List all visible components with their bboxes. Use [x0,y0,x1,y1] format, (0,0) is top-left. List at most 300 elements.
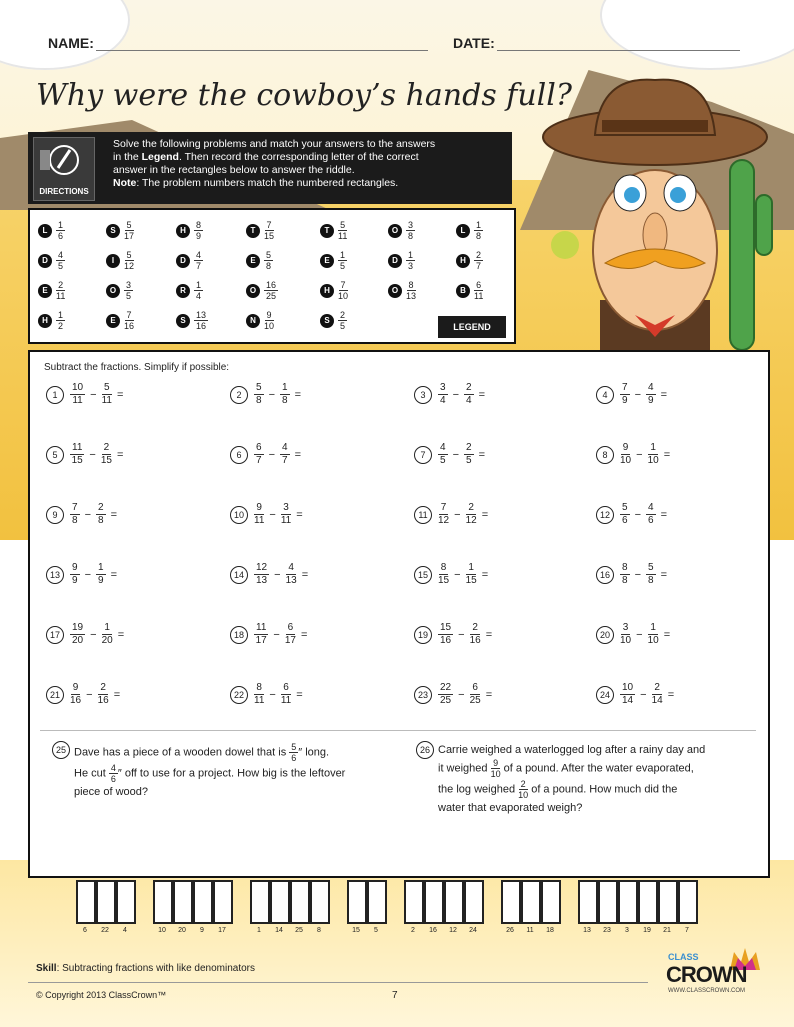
fraction [70,502,80,527]
denominator: 17 [255,635,267,646]
minus-sign: − [269,508,276,521]
answer-box[interactable] [678,880,698,924]
numerator: 6 [472,682,478,693]
numerator: 12 [256,562,268,573]
denominator: 16 [97,695,109,706]
numerator: 2 [476,250,482,260]
problem-number: 14 [230,566,248,584]
denominator: 12 [465,515,477,526]
fraction [254,682,264,707]
numerator: 8 [256,682,262,693]
problem-17 [46,622,159,647]
legend-item [456,220,483,241]
pencil-icon [34,138,94,182]
minus-sign: − [274,568,281,581]
fraction [98,682,109,707]
denominator: 9 [98,575,104,586]
fraction [470,682,481,707]
numerator: 5 [126,250,132,260]
equals-sign: = [660,388,667,401]
equals-sign: = [660,568,667,581]
legend-item [320,220,347,241]
equals-sign: = [296,508,303,521]
denominator: 25 [469,695,481,706]
answer-box[interactable] [521,880,541,924]
numerator: 2 [654,682,660,693]
numerator: 4 [648,502,654,513]
problem-number: 1 [46,386,64,404]
answer-box[interactable] [658,880,678,924]
answer-box[interactable] [96,880,116,924]
denominator: 17 [284,635,296,646]
answer-box[interactable] [578,880,598,924]
numerator: 9 [72,682,79,693]
legend-letter: T [246,224,260,238]
fraction [101,442,112,467]
fraction [466,502,477,527]
fraction [70,622,85,647]
numerator: 8 [196,220,202,230]
fraction [620,622,631,647]
problem-10 [230,502,338,527]
numerator: 9 [622,442,629,453]
legend-letter: L [38,224,52,238]
fraction [338,250,347,271]
fraction [466,562,477,587]
fraction [264,280,278,301]
answer-box-number: 16 [429,927,437,934]
tumbleweed-icon [551,231,579,259]
fraction [338,310,347,331]
directions-text: Solve the following problems and match your answers to the answers in the Legend. Then record the corresponding letter of the correct answer in the rectangles below to answer the riddle. Note: The problem numbers match the numbered rectangles. [113,138,436,189]
problem-number: 2 [230,386,248,404]
numerator: 1 [282,382,288,393]
denominator: 7 [476,261,482,271]
legend-box [28,208,516,344]
minus-sign: − [90,628,97,641]
fraction [56,280,65,301]
denominator: 10 [264,321,275,331]
numerator: 7 [622,382,628,393]
fraction [194,220,203,241]
fraction [406,250,415,271]
numerator: 3 [283,502,289,513]
name-label: NAME: [48,35,94,51]
fraction [438,502,449,527]
fraction [464,442,474,467]
legend-letter: D [38,254,52,268]
answer-box[interactable] [213,880,233,924]
denominator: 20 [101,635,113,646]
equals-sign: = [667,688,675,701]
numerator: 1 [650,622,656,633]
denominator: 3 [408,261,414,271]
answer-box-number: 23 [603,927,611,934]
numerator: 1 [468,562,474,573]
fraction [56,310,65,331]
date-field[interactable] [497,50,740,51]
problem-19 [414,622,527,647]
answer-box-number: 11 [526,927,534,934]
numerator: 6 [256,442,262,453]
answer-box[interactable] [444,880,464,924]
legend-item [106,220,134,241]
equals-sign: = [478,448,485,461]
problem-number: 3 [414,386,432,404]
fraction [438,622,453,647]
fraction [254,382,264,407]
minus-sign: − [458,628,465,641]
equals-sign: = [113,688,121,701]
denominator: 8 [72,515,78,526]
numerator: 5 [622,502,628,513]
legend-item [320,310,347,331]
problem-number: 11 [414,506,432,524]
numerator: 9 [256,502,262,513]
problem-number: 20 [596,626,614,644]
answer-box[interactable] [347,880,367,924]
answer-box[interactable] [290,880,310,924]
directions-label: DIRECTIONS [39,187,89,196]
fraction [285,622,296,647]
legend-tag: LEGEND [438,316,506,338]
legend-item [176,310,208,331]
numerator: 2 [340,310,346,320]
denominator: 6 [58,231,64,241]
numerator: 1 [196,280,202,290]
denominator: 9 [622,395,628,406]
denominator: 8 [408,231,414,241]
legend-item [38,310,65,331]
answer-box-number: 6 [83,927,87,934]
minus-sign: − [634,388,641,401]
denominator: 15 [264,231,275,241]
numerator: 7 [266,220,272,230]
denominator: 25 [440,695,452,706]
problem-6 [230,442,336,467]
numerator: 4 [648,382,654,393]
minus-sign: − [268,388,275,401]
fraction [96,562,106,587]
problem-number: 15 [414,566,432,584]
numerator: 3 [126,280,132,290]
fraction [470,622,481,647]
legend-item [388,220,415,241]
denominator: 15 [438,575,450,586]
equals-sign: = [663,628,671,641]
problem-number: 17 [46,626,64,644]
directions-icon [33,137,95,201]
problem-number: 13 [46,566,64,584]
problem-1 [46,382,158,407]
answer-box[interactable] [116,880,136,924]
fraction [474,280,483,301]
minus-sign: − [89,448,96,461]
fraction [264,250,273,271]
answer-box[interactable] [618,880,638,924]
denominator: 8 [476,231,482,241]
equals-sign: = [110,568,117,581]
numerator: 13 [196,310,207,320]
legend-item [388,250,415,271]
numerator: 3 [408,220,414,230]
legend-item [320,250,347,271]
minus-sign: − [269,688,276,701]
numerator: 11 [256,622,267,633]
denominator: 16 [469,635,481,646]
numerator: 4 [196,250,202,260]
denominator: 11 [101,395,112,406]
answer-box-number: 2 [411,927,415,934]
answer-box[interactable] [76,880,96,924]
denominator: 5 [340,261,346,271]
denominator: 25 [266,291,277,301]
answer-box[interactable] [424,880,444,924]
denominator: 5 [466,455,472,466]
equals-sign: = [481,508,489,521]
answer-box-number: 22 [101,927,109,934]
fraction [194,280,203,301]
minus-sign: − [452,448,459,461]
numerator: 8 [622,562,628,573]
numerator: 1 [98,562,104,573]
denominator: 8 [98,515,104,526]
minus-sign: − [273,628,280,641]
answer-box[interactable] [501,880,521,924]
minus-sign: − [452,388,459,401]
minus-sign: − [454,568,461,581]
fraction [286,562,297,587]
numerator: 11 [72,442,83,453]
numerator: 5 [256,382,262,393]
answer-box[interactable] [638,880,658,924]
answer-box[interactable] [250,880,270,924]
answer-box-number: 17 [218,927,226,934]
riddle-title: Why were the cowboy’s hands full? [36,78,572,113]
answer-box-number: 21 [663,927,671,934]
numerator: 5 [340,220,346,230]
fraction [194,250,203,271]
legend-letter: D [388,254,402,268]
legend-letter: S [176,314,190,328]
legend-item [106,250,134,271]
denominator: 12 [438,515,450,526]
problem-number: 9 [46,506,64,524]
problem-2 [230,382,336,407]
answer-box[interactable] [193,880,213,924]
problem-number: 18 [230,626,248,644]
legend-letter: E [106,314,120,328]
fraction [280,382,290,407]
denominator: 11 [280,695,292,706]
answer-box-number: 13 [583,927,591,934]
answer-box[interactable] [464,880,484,924]
fraction [646,382,656,407]
problem-18 [230,622,342,647]
fraction [620,502,630,527]
numerator: 2 [466,442,472,453]
denominator: 11 [72,395,83,406]
denominator: 13 [406,291,417,301]
fraction [96,502,106,527]
fraction [646,562,656,587]
answer-box-number: 24 [469,927,477,934]
denominator: 4 [466,395,472,406]
worksheet-panel [28,350,770,878]
equals-sign: = [117,628,125,641]
denominator: 14 [622,695,634,706]
copyright-text: © Copyright 2013 ClassCrown™ [36,990,167,1000]
legend-item [176,220,203,241]
denominator: 15 [71,455,83,466]
fraction [406,280,416,301]
problem-number: 12 [596,506,614,524]
numerator: 10 [72,382,84,393]
denominator: 8 [256,395,262,406]
fraction [70,562,80,587]
problem-22 [230,682,338,707]
fraction [464,382,474,407]
problem-9 [46,502,152,527]
denominator: 17 [124,231,135,241]
answer-box[interactable] [310,880,330,924]
answer-box[interactable] [541,880,561,924]
minus-sign: − [636,448,643,461]
legend-item [246,220,274,241]
fraction [124,220,134,241]
fraction [646,502,656,527]
denominator: 16 [70,695,82,706]
answer-box[interactable] [367,880,387,924]
answer-box-number: 20 [178,927,186,934]
numerator: 1 [104,622,110,633]
equals-sign: = [660,508,667,521]
numerator: 7 [126,310,132,320]
problem-number: 5 [46,446,64,464]
denominator: 8 [648,575,654,586]
legend-letter: T [320,224,334,238]
numerator: 1 [58,220,64,230]
numerator: 4 [288,562,294,573]
equals-sign: = [296,688,303,701]
fraction [280,442,290,467]
equals-sign: = [301,568,309,581]
page-number: 7 [392,990,398,1001]
directions-box [28,132,512,204]
problem-24 [596,682,709,707]
legend-letter: H [320,284,334,298]
legend-item [246,310,274,331]
problem-number: 21 [46,686,64,704]
legend-item [176,280,203,301]
fraction [254,622,268,647]
answer-box-number: 7 [685,927,689,934]
denominator: 9 [72,575,78,586]
denominator: 16 [440,635,452,646]
numerator: 5 [126,220,132,230]
minus-sign: − [90,388,97,401]
equals-sign: = [294,448,301,461]
legend-letter: H [176,224,190,238]
minus-sign: − [84,508,91,521]
fraction [254,562,269,587]
problem-number: 22 [230,686,248,704]
fraction [254,502,264,527]
denominator: 5 [126,291,132,301]
minus-sign: − [458,688,465,701]
fraction [474,220,483,241]
word-problem-26: 26 Carrie weighed a waterlogged log after a rainy day and it weighed $\frac{9}{10}$ of a pound. After the water evaporated, the log weighed $\frac{2}{10}$ of a pound. How much did the water that evaporated weigh? [438,742,758,816]
fraction [338,280,348,301]
denominator: 10 [647,635,659,646]
denominator: 16 [124,321,135,331]
problem-number: 25 [52,741,70,759]
legend-item [38,220,65,241]
answer-box-number: 19 [643,927,651,934]
minus-sign: − [636,628,643,641]
problem-20 [596,622,705,647]
legend-item [38,250,65,271]
minus-sign: − [268,448,275,461]
legend-letter: L [456,224,470,238]
legend-item [246,280,278,301]
answer-box[interactable] [598,880,618,924]
denominator: 11 [254,695,265,706]
problem-7 [414,442,520,467]
legend-item [246,250,273,271]
problem-number: 7 [414,446,432,464]
answer-box[interactable] [270,880,290,924]
worksheet-instructions: Subtract the fractions. Simplify if possible: [44,362,230,373]
answer-box-number: 5 [374,927,378,934]
numerator: 2 [100,682,106,693]
numerator: 16 [266,280,277,290]
fraction [56,250,65,271]
problem-11 [414,502,523,527]
equals-sign: = [485,628,493,641]
numerator: 9 [266,310,272,320]
name-field[interactable] [96,50,428,51]
fraction [648,622,659,647]
legend-letter: N [246,314,260,328]
denominator: 7 [256,455,262,466]
answer-box[interactable] [173,880,193,924]
minus-sign: − [454,508,461,521]
answer-box[interactable] [153,880,173,924]
answer-box[interactable] [404,880,424,924]
problem-12 [596,502,702,527]
numerator: 2 [103,442,110,453]
denominator: 11 [474,291,484,301]
numerator: 1 [476,220,482,230]
date-label: DATE: [453,35,495,51]
numerator: 10 [622,682,634,693]
legend-letter: D [176,254,190,268]
denominator: 16 [196,321,207,331]
numerator: 9 [72,562,78,573]
problem-14 [230,562,343,587]
numerator: 1 [650,442,656,453]
denominator: 10 [647,455,659,466]
numerator: 4 [58,250,64,260]
numerator: 1 [58,310,64,320]
legend-item [106,280,133,301]
numerator: 1 [408,250,414,260]
equals-sign: = [116,388,124,401]
numerator: 1 [340,250,346,260]
problem-number: 23 [414,686,432,704]
numerator: 6 [287,622,294,633]
